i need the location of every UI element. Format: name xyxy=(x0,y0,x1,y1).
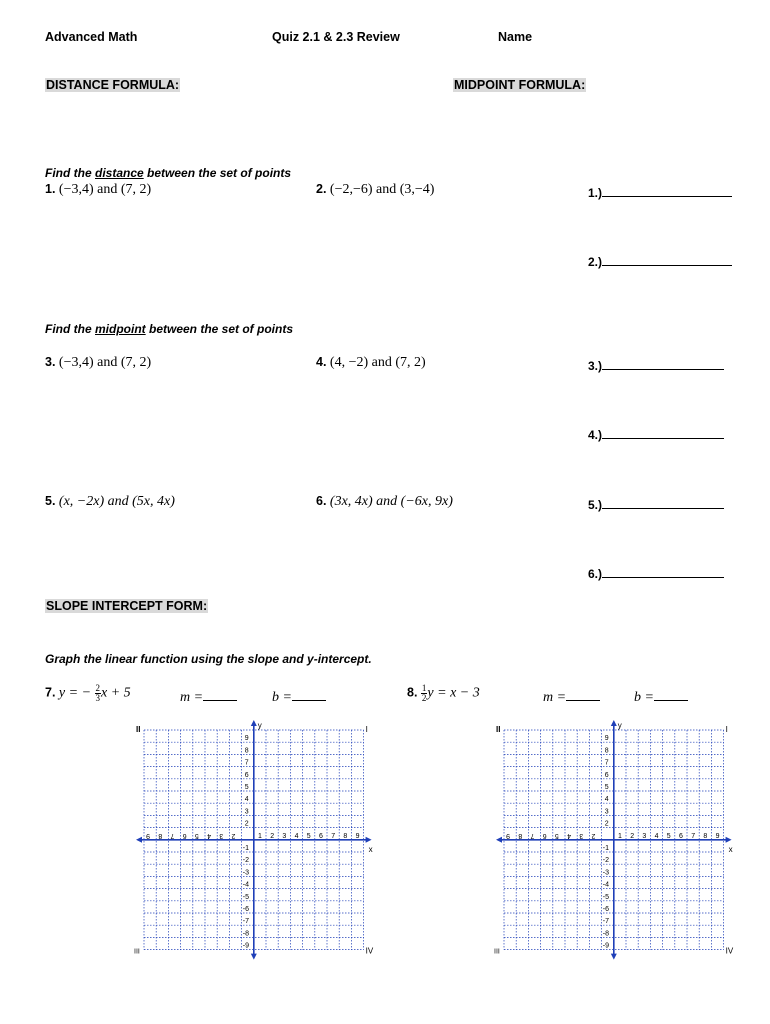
x-tick-label: 6 xyxy=(319,832,323,840)
y-tick-label: -3 xyxy=(602,869,610,877)
answer-3[interactable]: 3.) xyxy=(588,357,724,373)
x-axis-arrow-right xyxy=(726,837,732,843)
distance-formula-heading: DISTANCE FORMULA: xyxy=(46,78,180,92)
y-tick-label: -9 xyxy=(602,942,610,950)
quadrant-label-III: III xyxy=(494,948,500,956)
y-tick-label: -1 xyxy=(602,845,610,852)
quadrant-label-III: III xyxy=(134,948,140,956)
x-tick-label: 9 xyxy=(506,831,510,839)
y-axis-arrow-up xyxy=(611,720,617,726)
y-axis-arrow-down xyxy=(251,954,257,960)
problem-3: 3. (−3,4) and (7, 2) xyxy=(45,355,152,370)
y-tick-label: 4 xyxy=(604,796,609,804)
x-tick-label: 7 xyxy=(170,831,175,839)
quadrant-label-IV: IV xyxy=(725,946,734,956)
quadrant-label-II: II xyxy=(496,725,501,734)
x-tick-label: 9 xyxy=(146,831,150,839)
y-tick-label: 7 xyxy=(604,759,609,767)
quadrant-label-II: II xyxy=(136,725,141,734)
intercept-blank-7[interactable]: b = xyxy=(272,688,326,706)
intercept-blank-8[interactable]: b = xyxy=(634,688,688,706)
y-tick-label: 6 xyxy=(244,771,249,779)
name-label: Name xyxy=(498,30,533,44)
x-axis-arrow-right xyxy=(366,837,372,843)
y-tick-label: -2 xyxy=(602,857,610,865)
x-tick-label: 9 xyxy=(715,832,720,840)
y-tick-label: -6 xyxy=(242,906,250,913)
coordinate-grid-7[interactable] xyxy=(132,718,394,956)
problem-7: 7. y = − $\frac{2}{3}$ x + 5 xyxy=(45,683,131,703)
y-tick-label: -4 xyxy=(602,881,610,889)
quadrant-label-IV: IV xyxy=(365,946,374,956)
slope-blank-8[interactable]: m = xyxy=(543,688,600,706)
y-tick-label: 2 xyxy=(604,820,609,828)
x-tick-label: 8 xyxy=(158,831,163,839)
y-axis-label: y xyxy=(257,721,262,730)
x-tick-label: 3 xyxy=(579,831,584,839)
x-tick-label: 6 xyxy=(679,832,683,840)
x-tick-label: 7 xyxy=(691,832,696,840)
y-tick-label: 9 xyxy=(604,735,609,743)
x-tick-label: 6 xyxy=(182,831,187,839)
y-tick-label: 3 xyxy=(604,808,609,816)
y-tick-label: 5 xyxy=(244,784,249,791)
y-tick-label: -5 xyxy=(602,893,610,901)
coordinate-grid-8[interactable] xyxy=(492,718,754,956)
x-tick-label: 9 xyxy=(355,832,360,840)
y-tick-label: -9 xyxy=(242,942,250,950)
y-axis-label: y xyxy=(617,721,622,730)
x-tick-label: 8 xyxy=(343,832,348,840)
answer-1[interactable]: 1.) xyxy=(588,184,732,200)
x-tick-label: 4 xyxy=(567,831,571,839)
x-axis-arrow-left xyxy=(496,837,502,843)
answer-6[interactable]: 6.) xyxy=(588,565,724,581)
x-tick-label: 3 xyxy=(642,832,647,840)
y-axis-arrow-down xyxy=(611,954,617,960)
slope-blank-7[interactable]: m = xyxy=(180,688,237,706)
midpoint-instructions: Find the midpoint between the set of points xyxy=(45,322,294,336)
x-tick-label: 2 xyxy=(270,832,275,840)
x-tick-label: 8 xyxy=(703,832,708,840)
answer-4[interactable]: 4.) xyxy=(588,426,724,442)
graphing-instructions: Graph the linear function using the slope and y-intercept. xyxy=(45,652,372,666)
quadrant-label-I: I xyxy=(365,725,368,734)
x-tick-label: 2 xyxy=(591,831,596,839)
quiz-title: Quiz 2.1 & 2.3 Review xyxy=(272,30,400,44)
y-tick-label: -8 xyxy=(242,930,250,938)
y-tick-label: 5 xyxy=(604,784,609,791)
quadrant-label-I: I xyxy=(725,725,728,734)
problem-1: 1. (−3,4) and (7, 2) xyxy=(45,182,152,197)
problem-2: 2. (−2,−6) and (3,−4) xyxy=(316,182,435,197)
x-tick-label: 5 xyxy=(306,832,311,840)
y-tick-label: 6 xyxy=(604,771,609,779)
y-tick-label: -4 xyxy=(242,881,250,889)
y-tick-label: 3 xyxy=(244,808,249,816)
y-tick-label: 8 xyxy=(244,747,249,755)
y-tick-label: -7 xyxy=(602,918,610,926)
x-tick-label: 3 xyxy=(219,831,224,839)
y-tick-label: -7 xyxy=(242,918,250,926)
y-tick-label: -2 xyxy=(242,857,250,865)
slope-intercept-heading: SLOPE INTERCEPT FORM: xyxy=(46,599,208,613)
x-tick-label: 7 xyxy=(331,832,336,840)
y-tick-label: -1 xyxy=(242,845,250,852)
x-tick-label: 4 xyxy=(207,831,211,839)
answer-5[interactable]: 5.) xyxy=(588,496,724,512)
x-tick-label: 4 xyxy=(654,832,659,840)
course-title: Advanced Math xyxy=(45,30,138,44)
problem-8: 8. $\frac{1}{2}$ y = x − 3 xyxy=(407,683,480,703)
x-tick-label: 5 xyxy=(554,831,559,839)
y-tick-label: -8 xyxy=(602,930,610,938)
y-tick-label: 2 xyxy=(244,820,249,828)
x-tick-label: 2 xyxy=(231,831,236,839)
x-axis-label: x xyxy=(728,844,733,854)
x-tick-label: 8 xyxy=(518,831,523,839)
problem-4: 4. (4, −2) and (7, 2) xyxy=(316,355,426,370)
x-tick-label: 2 xyxy=(630,832,635,840)
y-tick-label: 9 xyxy=(244,735,249,743)
y-axis-arrow-up xyxy=(251,720,257,726)
x-tick-label: 5 xyxy=(666,832,671,840)
midpoint-formula-heading: MIDPOINT FORMULA: xyxy=(454,78,586,92)
y-tick-label: -5 xyxy=(242,893,250,901)
x-tick-label: 1 xyxy=(618,832,622,840)
y-tick-label: -3 xyxy=(242,869,250,877)
x-tick-label: 4 xyxy=(294,832,299,840)
answer-2[interactable]: 2.) xyxy=(588,253,732,269)
problem-5: 5. (x, −2x) and (5x, 4x) xyxy=(45,494,175,509)
x-tick-label: 5 xyxy=(194,831,199,839)
x-axis-arrow-left xyxy=(136,837,142,843)
x-tick-label: 3 xyxy=(282,832,287,840)
x-tick-label: 1 xyxy=(258,832,262,840)
y-tick-label: 4 xyxy=(244,796,249,804)
y-tick-label: 7 xyxy=(244,759,249,767)
problem-6: 6. (3x, 4x) and (−6x, 9x) xyxy=(316,494,453,509)
distance-instructions: Find the distance between the set of points xyxy=(45,166,292,180)
x-tick-label: 7 xyxy=(530,831,535,839)
x-axis-label: x xyxy=(368,844,373,854)
y-tick-label: 8 xyxy=(604,747,609,755)
y-tick-label: -6 xyxy=(602,906,610,913)
x-tick-label: 6 xyxy=(542,831,547,839)
